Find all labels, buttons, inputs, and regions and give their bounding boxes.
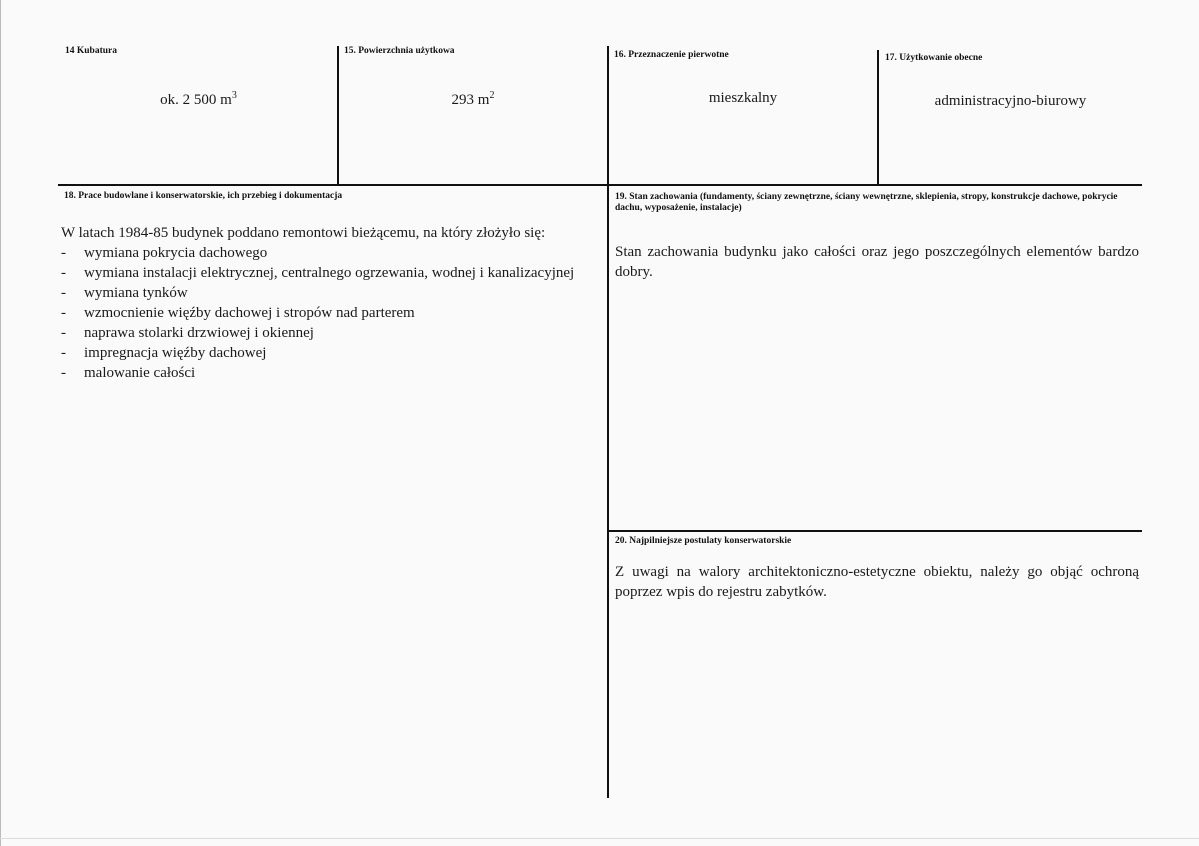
works-intro: W latach 1984-85 budynek poddano remontowi bieżącemu, na który złożyło się: (61, 225, 546, 241)
section-18-body (61, 223, 604, 383)
divider-14-15 (337, 46, 339, 184)
section-15-label: 15. Powierzchnia użytkowa (344, 46, 455, 56)
section-17-value: administracyjno-biurowy (934, 93, 1087, 109)
list-item: - wymiana instalacji elektrycznej, centralnego ogrzewania, wodnej i kanalizacyjnej (61, 263, 604, 283)
row-divider-top (58, 184, 1142, 186)
section-19-label: 19. Stan zachowania (fundamenty, ściany zewnętrzne, ściany wewnętrzne, sklepienia, stropy, konstrukcje dachowe, pokrycie dachu, wyposażenie, instalacje) (615, 192, 1118, 213)
section-19-text: Stan zachowania budynku jako całości oraz jego poszczególnych elementów bardzo dobry. (615, 244, 1139, 280)
section-18-label: 18. Prace budowlane i konserwatorskie, ich przebieg i dokumentacja (64, 191, 343, 201)
divider-15-16 (607, 46, 609, 798)
list-item: - malowanie całości (61, 363, 604, 383)
divider-16-17 (877, 50, 879, 184)
area-unit-exponent: 2 (489, 90, 495, 101)
scan-edge-left (0, 0, 1, 846)
section-14-value (60, 92, 337, 109)
scan-edge-bottom (0, 838, 1199, 839)
volume-unit-exponent: 3 (231, 90, 237, 101)
section-17-label: 17. Użytkowanie obecne (885, 53, 983, 63)
section-20-label: 20. Najpilniejsze postulaty konserwatorskie (615, 536, 792, 546)
list-item: - impregnacja więźby dachowej (61, 343, 604, 363)
area-value: 293 m (451, 92, 490, 108)
section-16-value: mieszkalny (708, 90, 778, 106)
list-item: - naprawa stolarki drzwiowej i okiennej (61, 323, 604, 343)
section-16-label: 16. Przeznaczenie pierwotne (614, 50, 729, 60)
list-item: - wzmocnienie więźby dachowej i stropów nad parterem (61, 303, 604, 323)
list-item: - wymiana tynków (61, 283, 604, 303)
list-item: - wymiana pokrycia dachowego (61, 243, 604, 263)
section-15-value (339, 92, 607, 109)
row-divider-20 (609, 530, 1142, 532)
section-14-label: 14 Kubatura (65, 46, 117, 56)
section-20-text: Z uwagi na walory architektoniczno-estetyczne obiektu, należy go objąć ochroną poprzez wpis do rejestru zabytków. (615, 564, 1139, 600)
works-list (61, 243, 604, 383)
volume-value: ok. 2 500 m (160, 92, 232, 108)
